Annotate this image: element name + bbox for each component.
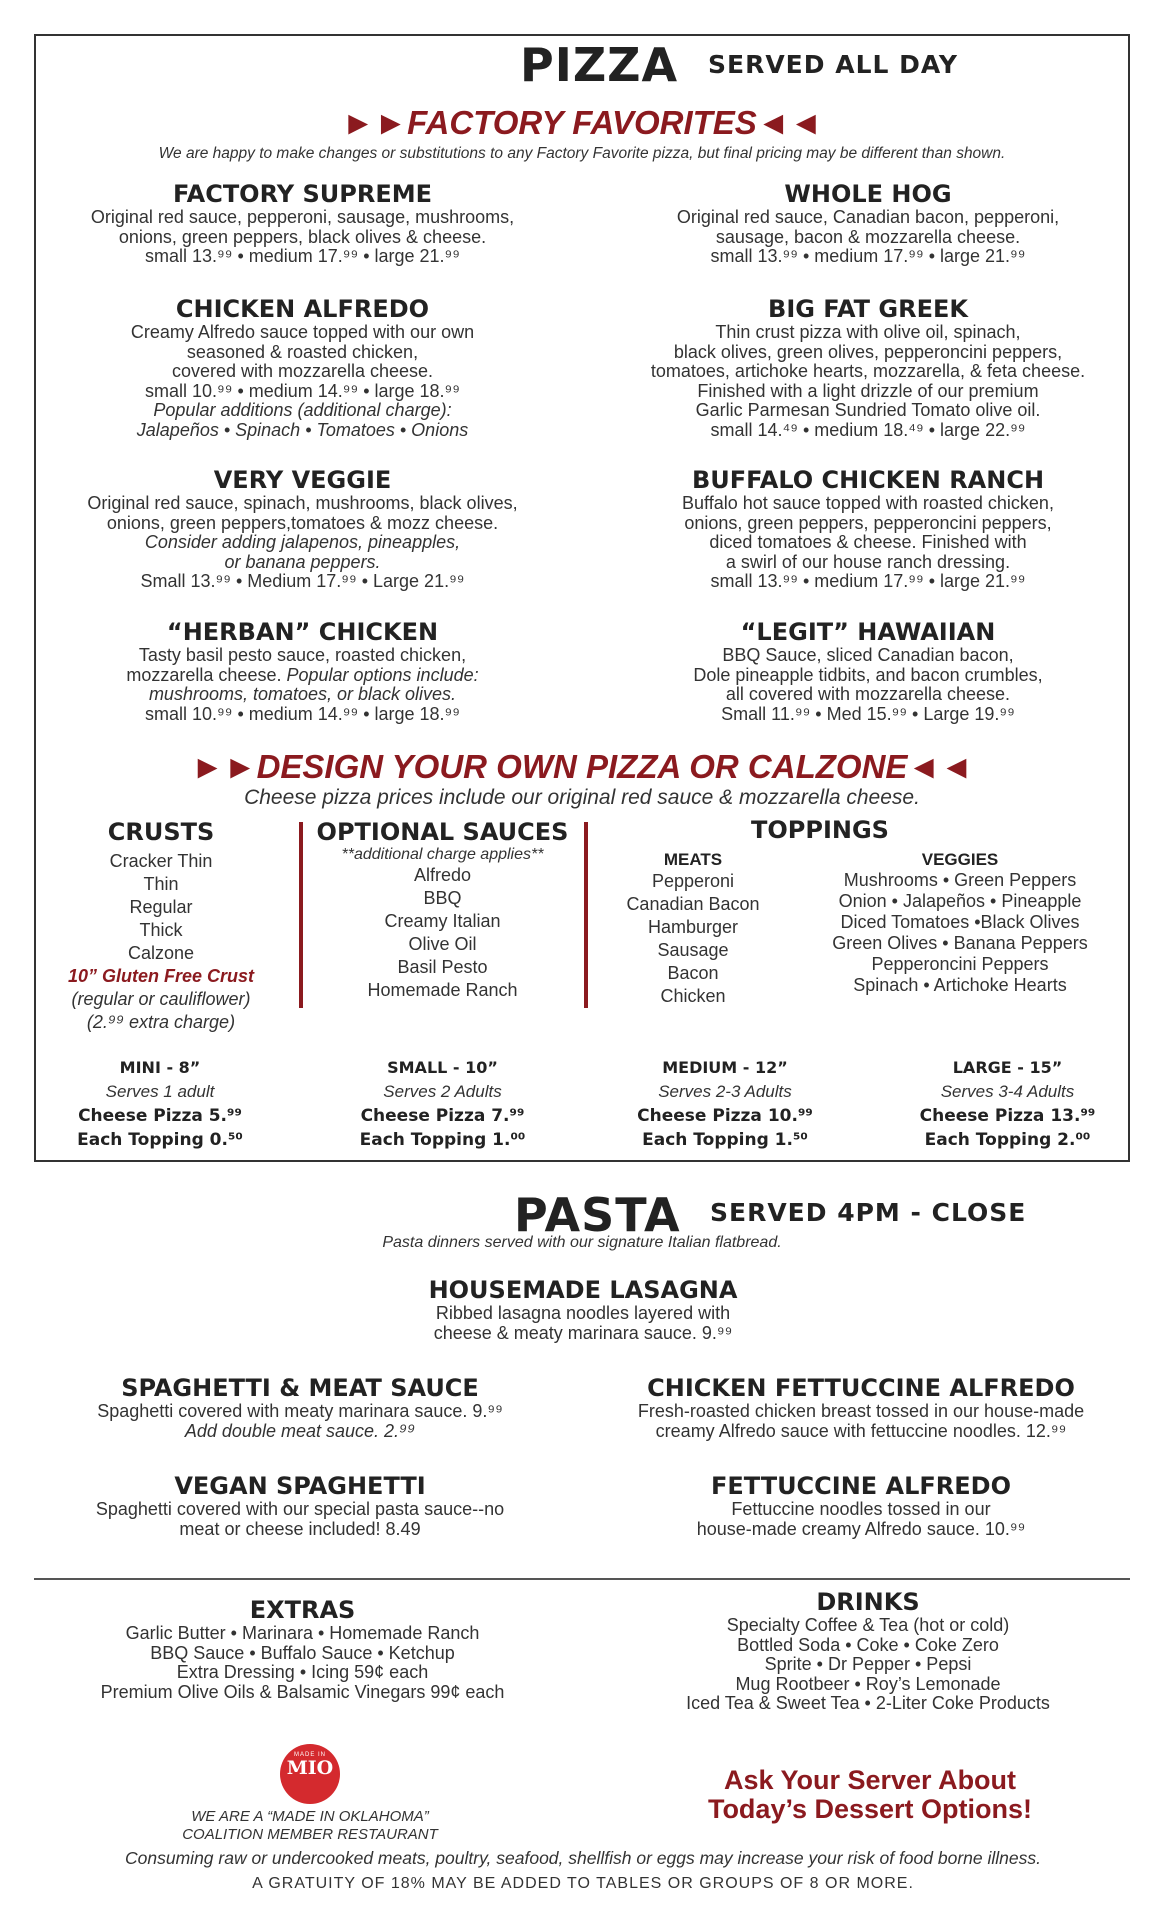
item-desc: Creamy Alfredo sauce topped with our own seasoned & roasted chicken, covered with mozzarella cheese. — [130, 322, 475, 381]
item-desc: Fresh-roasted chicken breast tossed in our house-made creamy Alfredo sauce with fettuccine noodles. 12.⁹⁹ — [637, 1401, 1085, 1441]
arrow-right-icon: ►► — [191, 748, 257, 785]
size-medium — [600, 1056, 850, 1152]
gluten-free-charge: (2.⁹⁹ extra charge) — [86, 1012, 236, 1032]
crusts-list — [44, 850, 278, 1034]
extras-section — [40, 1596, 565, 1702]
item-desc: Spaghetti covered with meaty marinara sauce. 9.⁹⁹ — [97, 1401, 503, 1421]
size-mini — [40, 1056, 280, 1152]
drinks-section — [608, 1588, 1128, 1714]
list-item: Green Olives • Banana Peppers — [832, 933, 1088, 953]
size-name: SMALL - 10” — [387, 1058, 498, 1077]
list-item: Iced Tea & Sweet Tea • 2-Liter Coke Products — [686, 1693, 1050, 1713]
item-desc: Spaghetti covered with our special pasta sauce--no meat or cheese included! 8.49 — [95, 1499, 505, 1539]
size-name: MEDIUM - 12” — [662, 1058, 788, 1077]
size-topping-price: Each Topping 1.⁰⁰ — [359, 1130, 526, 1150]
meats-list — [598, 870, 788, 1008]
list-item: Olive Oil — [408, 934, 477, 954]
list-item: Canadian Bacon — [626, 894, 760, 914]
list-item: Diced Tomatoes •Black Olives — [840, 912, 1080, 932]
menu-item-herban-chicken — [40, 618, 565, 724]
list-item: Bottled Soda • Coke • Coke Zero — [737, 1634, 999, 1655]
item-price: small 14.⁴⁹ • medium 18.⁴⁹ • large 22.⁹⁹ — [710, 419, 1026, 440]
menu-item-spaghetti-meat-sauce — [40, 1374, 560, 1441]
size-cheese-price: Cheese Pizza 7.⁹⁹ — [360, 1106, 525, 1126]
food-safety-warning: Consuming raw or undercooked meats, poultry, seafood, shellfish or eggs may increase your risk of food borne illness. — [125, 1848, 1041, 1868]
gratuity-notice: A GRATUITY OF 18% MAY BE ADDED TO TABLES OR GROUPS OF 8 OR MORE. — [252, 1875, 914, 1892]
list-item: Bacon — [667, 963, 719, 983]
list-item: Premium Olive Oils & Balsamic Vinegars 99¢ each — [100, 1681, 505, 1702]
list-item: Alfredo — [413, 865, 472, 885]
item-extra: Add double meat sauce. 2.⁹⁹ — [184, 1420, 416, 1441]
item-title: FACTORY SUPREME — [172, 180, 433, 208]
divider — [299, 822, 303, 1008]
list-item: BBQ — [423, 888, 462, 908]
list-item: BBQ Sauce • Buffalo Sauce • Ketchup — [150, 1642, 455, 1663]
item-price: small 13.⁹⁹ • medium 17.⁹⁹ • large 21.⁹⁹ — [145, 246, 460, 266]
dessert-callout: Ask Your Server About Today’s Dessert Options! — [707, 1765, 1033, 1824]
item-desc: Original red sauce, pepperoni, sausage, mushrooms, onions, green peppers, black olives & cheese. — [90, 207, 515, 247]
meats-title: MEATS — [663, 850, 723, 869]
factory-note: We are happy to make changes or substitutions to any Factory Favorite pizza, but final pricing may be different than shown. — [158, 145, 1006, 162]
sauces-list — [305, 864, 580, 1002]
list-item: Garlic Butter • Marinara • Homemade Ranch — [125, 1623, 480, 1643]
list-item: Mug Rootbeer • Roy’s Lemonade — [735, 1673, 1001, 1694]
item-title: WHOLE HOG — [784, 180, 952, 208]
factory-favorites-heading: ►►FACTORY FAVORITES◄◄ — [341, 104, 823, 141]
list-item: Basil Pesto — [397, 957, 488, 977]
veggies-title: VEGGIES — [921, 850, 999, 869]
item-desc — [40, 646, 565, 705]
mio-caption: WE ARE A “MADE IN OKLAHOMA” COALITION MEMBER RESTAURANT — [182, 1808, 438, 1843]
item-desc: Ribbed lasagna noodles layered with cheese & meaty marinara sauce. 9.⁹⁹ — [433, 1303, 733, 1343]
extras-title: EXTRAS — [249, 1596, 356, 1624]
size-large — [885, 1056, 1130, 1152]
item-desc-main: Tasty basil pesto sauce, roasted chicken, mozzarella cheese. — [126, 645, 467, 685]
menu-item-very-veggie — [40, 466, 565, 592]
item-title: VERY VEGGIE — [213, 466, 392, 494]
list-item: Chicken — [660, 986, 726, 1006]
pizza-served: SERVED ALL DAY — [708, 50, 958, 79]
veggies-column — [800, 850, 1120, 996]
item-price: small 13.⁹⁹ • medium 17.⁹⁹ • large 21.⁹⁹ — [710, 246, 1026, 266]
item-title: CHICKEN FETTUCCINE ALFREDO — [647, 1374, 1075, 1402]
pasta-title: PASTA — [514, 1188, 681, 1242]
item-price: small 10.⁹⁹ • medium 14.⁹⁹ • large 18.⁹⁹ — [145, 703, 460, 724]
size-serves: Serves 2-3 Adults — [658, 1082, 792, 1101]
pasta-note: Pasta dinners served with our signature Italian flatbread. — [382, 1234, 782, 1251]
item-title: BUFFALO CHICKEN RANCH — [691, 466, 1045, 494]
list-item: Thin — [143, 874, 179, 894]
sauces-note: **additional charge applies** — [341, 846, 544, 863]
list-item: Pepperoni — [651, 871, 735, 891]
gluten-free-crust: 10” Gluten Free Crust — [67, 966, 255, 986]
size-cheese-price: Cheese Pizza 13.⁹⁹ — [919, 1106, 1096, 1126]
list-item: Homemade Ranch — [367, 980, 518, 1000]
item-title: VEGAN SPAGHETTI — [174, 1472, 426, 1500]
item-price: Small 13.⁹⁹ • Medium 17.⁹⁹ • Large 21.⁹⁹ — [140, 571, 465, 591]
design-your-own-heading: ►►DESIGN YOUR OWN PIZZA OR CALZONE◄◄ — [191, 748, 973, 785]
menu-item-chicken-fettuccine-alfredo — [596, 1374, 1126, 1441]
menu-item-fettuccine-alfredo — [596, 1472, 1126, 1539]
item-title: BIG FAT GREEK — [768, 295, 968, 323]
item-title: “LEGIT” HAWAIIAN — [740, 618, 996, 646]
list-item: Sausage — [657, 940, 729, 960]
item-desc: Original red sauce, Canadian bacon, pepperoni, sausage, bacon & mozzarella cheese. — [676, 207, 1060, 247]
item-desc: Original red sauce, spinach, mushrooms, black olives, onions, green peppers,tomatoes & mozz cheese. — [87, 493, 518, 533]
size-small — [320, 1056, 565, 1152]
item-desc: Thin crust pizza with olive oil, spinach, black olives, green olives, pepperoncini peppers, tomatoes, artichoke hearts, mozzarella, & feta cheese. Finished with a light drizzle of our premium Garlic Parmesan Sundried Tomato olive oil. — [650, 322, 1086, 420]
size-name: LARGE - 15” — [952, 1058, 1063, 1077]
list-item: Thick — [139, 920, 183, 940]
list-item: Specialty Coffee & Tea (hot or cold) — [726, 1615, 1010, 1635]
list-item: Hamburger — [647, 917, 739, 937]
size-serves: Serves 2 Adults — [383, 1082, 502, 1101]
menu-item-buffalo-chicken-ranch — [608, 466, 1128, 592]
item-desc: BBQ Sauce, sliced Canadian bacon, Dole pineapple tidbits, and bacon crumbles, all covered with mozzarella cheese. — [693, 645, 1043, 704]
item-desc: Buffalo hot sauce topped with roasted chicken, onions, green peppers, pepperoncini peppers, diced tomatoes & cheese. Finished with a swirl of our house ranch dressing. — [682, 493, 1054, 572]
list-item: Mushrooms • Green Peppers — [843, 870, 1077, 890]
design-note: Cheese pizza prices include our original red sauce & mozzarella cheese. — [244, 786, 920, 809]
sauces-title: OPTIONAL SAUCES — [316, 818, 569, 846]
list-item: Spinach • Artichoke Hearts — [853, 975, 1067, 995]
divider — [34, 1578, 1130, 1580]
pasta-served: SERVED 4PM - CLOSE — [710, 1198, 1027, 1227]
menu-item-factory-supreme — [40, 180, 565, 267]
size-serves: Serves 1 adult — [105, 1082, 215, 1101]
list-item: Cracker Thin — [109, 851, 213, 871]
sauces-column — [305, 818, 580, 1002]
pizza-title: PIZZA — [520, 38, 679, 92]
item-title: HOUSEMADE LASAGNA — [428, 1276, 738, 1304]
item-desc: Fettuccine noodles tossed in our house-made creamy Alfredo sauce. 10.⁹⁹ — [696, 1499, 1026, 1539]
item-price: small 10.⁹⁹ • medium 14.⁹⁹ • large 18.⁹⁹ — [145, 380, 460, 401]
list-item: Regular — [129, 897, 193, 917]
gluten-free-note: (regular or cauliflower) — [71, 989, 251, 1009]
item-title: SPAGHETTI & MEAT SAUCE — [121, 1374, 479, 1402]
divider — [584, 822, 588, 1008]
list-item: Pepperoncini Peppers — [871, 954, 1049, 974]
list-item: Calzone — [127, 943, 195, 963]
item-title: FETTUCCINE ALFREDO — [710, 1472, 1012, 1500]
crusts-column — [44, 818, 278, 1034]
item-extra: Consider adding jalapenos, pineapples, or banana peppers. — [144, 532, 461, 572]
item-price: small 13.⁹⁹ • medium 17.⁹⁹ • large 21.⁹⁹ — [710, 571, 1026, 591]
menu-item-big-fat-greek — [608, 295, 1128, 440]
meats-column — [598, 850, 788, 1008]
menu-item-vegan-spaghetti — [40, 1472, 560, 1539]
item-title: CHICKEN ALFREDO — [175, 295, 430, 323]
item-title: “HERBAN” CHICKEN — [166, 618, 439, 646]
list-item: Sprite • Dr Pepper • Pepsi — [764, 1654, 972, 1674]
list-item: Extra Dressing • Icing 59¢ each — [176, 1662, 429, 1682]
size-topping-price: Each Topping 1.⁵⁰ — [642, 1130, 808, 1150]
size-topping-price: Each Topping 0.⁵⁰ — [77, 1130, 243, 1150]
menu-item-housemade-lasagna — [300, 1276, 866, 1343]
list-item: Onion • Jalapeños • Pineapple — [838, 891, 1082, 911]
size-cheese-price: Cheese Pizza 5.⁹⁹ — [78, 1106, 242, 1126]
made-in-oklahoma-logo: MADE IN MIO — [280, 1744, 340, 1804]
veggies-list — [800, 870, 1120, 996]
item-price: Small 11.⁹⁹ • Med 15.⁹⁹ • Large 19.⁹⁹ — [721, 703, 1015, 724]
list-item: Creamy Italian — [384, 911, 501, 931]
menu-item-legit-hawaiian — [608, 618, 1128, 724]
size-serves: Serves 3-4 Adults — [940, 1082, 1075, 1101]
size-cheese-price: Cheese Pizza 10.⁹⁹ — [637, 1106, 813, 1126]
crusts-title: CRUSTS — [107, 818, 215, 846]
size-name: MINI - 8” — [119, 1058, 201, 1077]
arrow-left-icon: ◄◄ — [756, 104, 823, 141]
drinks-title: DRINKS — [816, 1588, 920, 1616]
menu-item-chicken-alfredo — [40, 295, 565, 440]
size-topping-price: Each Topping 2.⁰⁰ — [924, 1130, 1091, 1150]
arrow-right-icon: ►► — [341, 104, 408, 141]
item-extra: Popular additions (additional charge): Jalapeños • Spinach • Tomatoes • Onions — [136, 400, 469, 440]
toppings-title: TOPPINGS — [751, 816, 889, 844]
arrow-left-icon: ◄◄ — [907, 748, 973, 785]
menu-item-whole-hog — [608, 180, 1128, 267]
item-desc-italic: Popular options include: mushrooms, tomatoes, or black olives. — [148, 664, 479, 704]
